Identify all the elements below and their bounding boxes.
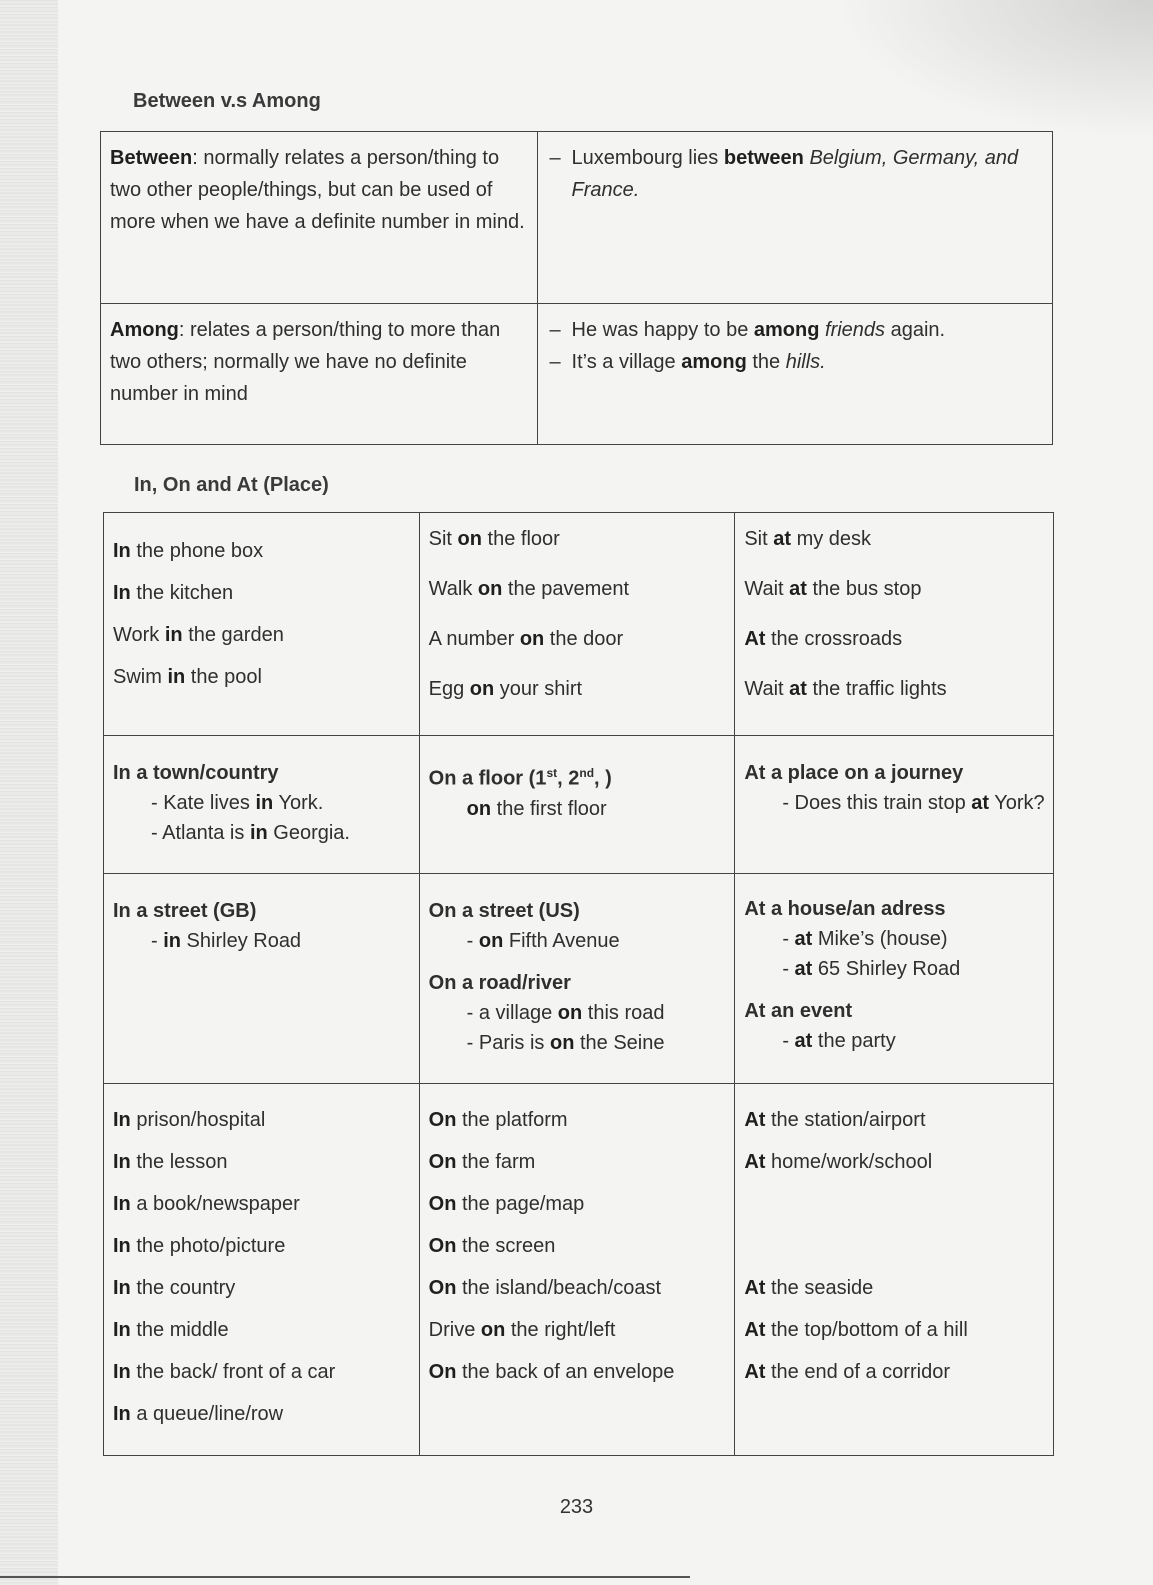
- list-item: [744, 1230, 1045, 1262]
- example-text: [572, 346, 826, 378]
- dash-bullet: –: [549, 351, 561, 373]
- text-run: Work: [113, 624, 165, 646]
- text-run: the farm: [456, 1151, 536, 1173]
- between-among-table: [100, 131, 1053, 445]
- text-run: the screen: [456, 1235, 556, 1257]
- text-run: st: [546, 766, 558, 780]
- text-run: -: [151, 930, 164, 952]
- text-run: the phone box: [130, 540, 264, 562]
- text-run: It’s a village: [571, 351, 682, 373]
- cell-in-misc: [104, 1084, 420, 1456]
- text-run: Shirley Road: [181, 930, 302, 952]
- text-run: Belgium, Germany, and France.: [571, 147, 1019, 201]
- text-run: -: [466, 930, 479, 952]
- list-item: [113, 619, 411, 651]
- text-run: On a floor (1: [428, 767, 547, 790]
- text-run: the back of an envelope: [456, 1361, 675, 1383]
- example-text: [572, 314, 946, 346]
- text-run: your shirt: [494, 678, 583, 700]
- text-run: at: [794, 1030, 813, 1052]
- text-run: at: [971, 792, 990, 814]
- cell-at-basic: [735, 513, 1054, 736]
- text-run: On: [428, 1109, 457, 1131]
- dash-bullet: –: [549, 319, 561, 341]
- text-run: hills.: [785, 351, 826, 373]
- text-run: the: [746, 351, 786, 373]
- text-run: the page/map: [456, 1193, 585, 1215]
- table-row: [104, 874, 1054, 1084]
- list-item: [429, 673, 727, 705]
- text-run: - Atlanta is: [151, 822, 250, 844]
- text-run: the seaside: [765, 1277, 874, 1299]
- text-run: On: [428, 1193, 457, 1215]
- text-run: in: [249, 822, 268, 844]
- text-run: In: [113, 1193, 131, 1215]
- list-item: [113, 1314, 411, 1346]
- text-run: On a road/river: [428, 972, 571, 994]
- list-item: [429, 1356, 727, 1388]
- rule-heading: [113, 896, 411, 926]
- section-title-in-on-at: In, On and At (Place): [134, 474, 329, 496]
- list-item: [113, 1104, 411, 1136]
- text-run: At: [744, 1361, 766, 1383]
- text-run: At: [744, 1319, 766, 1341]
- text-run: In: [113, 1319, 131, 1341]
- text-run: a queue/line/row: [130, 1403, 284, 1425]
- text-run: In a street (GB): [113, 900, 257, 922]
- in-on-at-table: [103, 512, 1054, 1456]
- bottom-rule: [0, 1576, 690, 1578]
- text-run: on: [557, 1002, 583, 1024]
- text-run: home/work/school: [765, 1151, 933, 1173]
- rule-heading: [429, 896, 727, 926]
- list-item: [429, 1146, 727, 1178]
- rule-example: [429, 794, 727, 824]
- text-run: the party: [812, 1030, 896, 1052]
- rule-example: [429, 1028, 727, 1058]
- text-run: - Kate lives: [151, 792, 256, 814]
- text-run: in: [163, 930, 181, 952]
- rule-example: [113, 818, 411, 848]
- text-run: In: [113, 1151, 131, 1173]
- list-item: [429, 1188, 727, 1220]
- text-run: Egg: [428, 678, 470, 700]
- text-run: the photo/picture: [130, 1235, 286, 1257]
- rule-heading: [429, 758, 727, 794]
- text-run: the right/left: [505, 1319, 616, 1341]
- text-run: At: [744, 628, 766, 650]
- list-item: [113, 1356, 411, 1388]
- list-item: [744, 1272, 1045, 1304]
- cell-in-town: [104, 736, 420, 874]
- text-run: Walk: [428, 578, 478, 600]
- list-item: [113, 1146, 411, 1178]
- rule-heading: [429, 968, 727, 998]
- definition-between: : normally relates a person/thing to two other people/things, but can be used of more when we have a definite number in mind.: [110, 147, 525, 233]
- rule-heading: [744, 996, 1045, 1026]
- list-item: [113, 1272, 411, 1304]
- text-run: In: [113, 1403, 131, 1425]
- text-run: In: [113, 1277, 131, 1299]
- list-item: [113, 661, 411, 693]
- list-item: [113, 577, 411, 609]
- list-item: [429, 623, 727, 655]
- text-run: the bus stop: [806, 578, 922, 600]
- text-run: the kitchen: [130, 582, 234, 604]
- scan-shadow-corner: [833, 0, 1153, 140]
- text-run: Sit: [428, 528, 458, 550]
- text-run: the floor: [481, 528, 560, 550]
- definition-among: : relates a person/thing to more than two others; normally we have no definite number in mind: [110, 319, 501, 405]
- rule-example: [744, 954, 1045, 984]
- cell-at-misc: [735, 1084, 1054, 1456]
- text-run: at: [789, 678, 807, 700]
- rule-heading: [744, 758, 1045, 788]
- text-run: again.: [885, 319, 946, 341]
- text-run: At a house/an adress: [744, 898, 946, 920]
- cell-in-street: [104, 874, 420, 1084]
- rule-example: [429, 926, 727, 956]
- list-item: [429, 573, 727, 605]
- text-run: Wait: [744, 578, 790, 600]
- cell-on-misc: [419, 1084, 735, 1456]
- text-run: on: [466, 797, 492, 820]
- text-run: A number: [428, 628, 520, 650]
- text-run: In: [113, 1235, 131, 1257]
- text-run: the end of a corridor: [765, 1361, 950, 1383]
- cell-in-basic: [104, 513, 420, 736]
- list-item: [744, 1356, 1045, 1388]
- example-line: [550, 346, 1044, 378]
- cell-at-journey: [735, 736, 1054, 874]
- text-run: in: [255, 792, 274, 814]
- text-run: At: [744, 1277, 766, 1299]
- text-run: -: [782, 958, 795, 980]
- table-row: [104, 1084, 1054, 1456]
- rule-example: [429, 998, 727, 1028]
- text-run: , ): [594, 767, 612, 790]
- table-row: [101, 304, 1053, 445]
- text-run: In: [113, 1109, 131, 1131]
- text-run: the platform: [456, 1109, 568, 1131]
- text-run: Sit: [744, 528, 774, 550]
- text-run: among: [681, 351, 747, 373]
- text-run: on: [457, 528, 482, 550]
- text-run: York?: [989, 792, 1045, 814]
- rule-heading: [744, 894, 1045, 924]
- page-number: 233: [559, 1496, 594, 1518]
- cell-on-floor: [419, 736, 735, 874]
- list-item: [744, 1188, 1045, 1220]
- examples-cell-among: [537, 304, 1052, 445]
- list-item: [744, 573, 1045, 605]
- text-run: In: [113, 540, 131, 562]
- example-line: [550, 314, 1044, 346]
- list-item: [429, 1272, 727, 1304]
- text-run: among: [753, 319, 820, 341]
- text-run: friends: [825, 319, 886, 341]
- table-row: [104, 736, 1054, 874]
- text-run: He was happy to be: [571, 319, 754, 341]
- text-run: my desk: [791, 528, 872, 550]
- text-run: the top/bottom of a hill: [765, 1319, 968, 1341]
- table-row: [104, 513, 1054, 736]
- text-run: between: [723, 147, 804, 169]
- text-run: the pavement: [502, 578, 630, 600]
- scan-shadow-left: [0, 0, 58, 1585]
- text-run: At: [744, 1151, 766, 1173]
- text-run: -: [782, 1030, 795, 1052]
- text-run: On a street (US): [428, 900, 580, 922]
- text-run: the middle: [130, 1319, 229, 1341]
- text-run: On: [428, 1277, 457, 1299]
- text-run: In: [113, 1361, 131, 1383]
- examples-cell-between: [537, 132, 1052, 304]
- text-run: on: [519, 628, 545, 650]
- list-item: [744, 1314, 1045, 1346]
- list-item: [113, 1230, 411, 1262]
- text-run: On: [428, 1151, 457, 1173]
- text-run: - a village: [466, 1002, 558, 1024]
- list-item: [113, 1188, 411, 1220]
- text-run: Drive: [428, 1319, 481, 1341]
- text-run: 65 Shirley Road: [812, 958, 961, 980]
- text-run: on: [469, 678, 495, 700]
- text-run: Luxembourg lies: [571, 147, 724, 169]
- text-run: in: [164, 624, 183, 646]
- text-run: nd: [579, 766, 595, 780]
- text-run: on: [477, 578, 503, 600]
- rule-example: [744, 1026, 1045, 1056]
- text-run: at: [794, 958, 813, 980]
- text-run: Mike’s (house): [812, 928, 948, 950]
- cell-on-basic: [419, 513, 735, 736]
- text-run: the island/beach/coast: [456, 1277, 662, 1299]
- text-run: - Paris is: [466, 1032, 550, 1054]
- cell-on-street: [419, 874, 735, 1084]
- list-item: [744, 1146, 1045, 1178]
- text-run: at: [773, 528, 792, 550]
- text-run: a book/newspaper: [130, 1193, 300, 1215]
- text-run: the door: [544, 628, 624, 650]
- text-run: prison/hospital: [130, 1109, 266, 1131]
- text-run: York.: [273, 792, 324, 814]
- list-item: [429, 1104, 727, 1136]
- text-run: Fifth Avenue: [503, 930, 620, 952]
- text-run: the lesson: [130, 1151, 228, 1173]
- list-item: [429, 1314, 727, 1346]
- text-run: In a town/country: [113, 762, 279, 784]
- example-line: [550, 142, 1044, 206]
- text-run: In: [113, 582, 131, 604]
- example-text: [572, 142, 1044, 206]
- text-run: the back/ front of a car: [130, 1361, 336, 1383]
- dash-bullet: –: [549, 147, 561, 169]
- list-item: [744, 1104, 1045, 1136]
- text-run: , 2: [557, 767, 580, 790]
- text-run: Swim: [113, 666, 168, 688]
- text-run: in: [167, 666, 186, 688]
- definition-cell-among: [101, 304, 538, 445]
- text-run: on: [480, 1319, 506, 1341]
- section-title-between-among: Between v.s Among: [133, 90, 321, 112]
- rule-example: [113, 926, 411, 956]
- rule-example: [744, 788, 1045, 818]
- table-row: [101, 132, 1053, 304]
- text-run: the traffic lights: [806, 678, 947, 700]
- text-run: at: [794, 928, 813, 950]
- text-run: at: [789, 578, 807, 600]
- rule-example: [744, 924, 1045, 954]
- text-run: on: [478, 930, 504, 952]
- text-run: the pool: [185, 666, 262, 688]
- text-run: - Does this train stop: [782, 792, 972, 814]
- text-run: On: [428, 1361, 457, 1383]
- text-run: the garden: [182, 624, 284, 646]
- list-item: [113, 535, 411, 567]
- text-run: On: [428, 1235, 457, 1257]
- list-item: [429, 1230, 727, 1262]
- term-among: Among: [110, 319, 179, 341]
- list-item: [429, 523, 727, 555]
- term-between: Between: [110, 147, 193, 169]
- list-item: [113, 1398, 411, 1430]
- text-run: on: [549, 1032, 575, 1054]
- definition-cell-between: [101, 132, 538, 304]
- text-run: Georgia.: [267, 822, 350, 844]
- text-run: the station/airport: [765, 1109, 926, 1131]
- text-run: the first floor: [491, 797, 607, 820]
- rule-example: [113, 788, 411, 818]
- list-item: [744, 523, 1045, 555]
- list-item: [744, 673, 1045, 705]
- text-run: Wait: [744, 678, 790, 700]
- text-run: this road: [582, 1002, 665, 1024]
- text-run: the crossroads: [765, 628, 903, 650]
- text-run: the Seine: [574, 1032, 665, 1054]
- text-run: the country: [130, 1277, 236, 1299]
- text-run: At an event: [744, 1000, 853, 1022]
- text-run: -: [782, 928, 795, 950]
- list-item: [744, 623, 1045, 655]
- rule-heading: [113, 758, 411, 788]
- cell-at-address: [735, 874, 1054, 1084]
- text-run: At a place on a journey: [744, 762, 964, 784]
- text-run: At: [744, 1109, 766, 1131]
